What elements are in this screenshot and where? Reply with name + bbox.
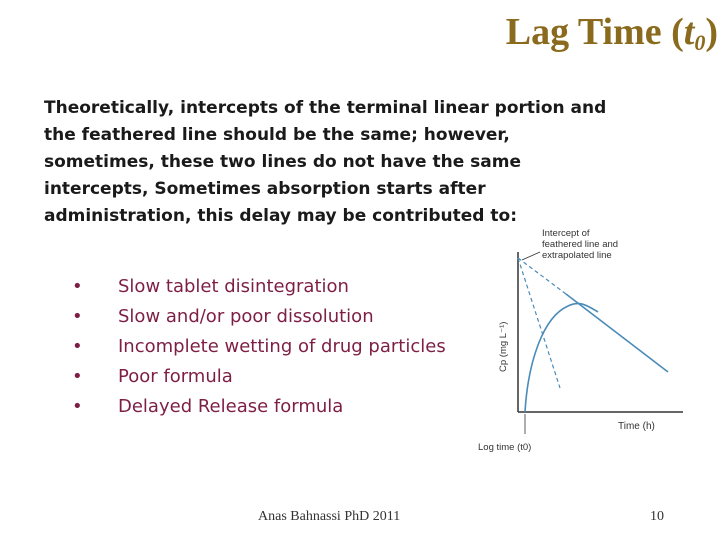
footer-author: Anas Bahnassi PhD 2011: [258, 509, 401, 524]
bullet-glyph: •: [72, 306, 83, 327]
title-subscript: 0: [694, 30, 706, 55]
bullet-item: [70, 272, 446, 302]
bullet-list: [70, 272, 446, 422]
feathered-line: [518, 258, 560, 388]
bullet-item: [70, 362, 446, 392]
x-axis-label: Time (h): [618, 421, 655, 432]
title-text: Lag Time (: [505, 11, 684, 53]
body-paragraph: Theoretically, intercepts of the terminal linear portion and the feathered line should be the same; however, sometimes, these two lines do not have the same intercepts, Sometimes absorption starts after administration, this delay may be contributed to:: [44, 98, 607, 226]
annotation-line: Intercept of: [542, 228, 590, 239]
bullet-glyph: •: [72, 276, 83, 297]
terminal-line: [566, 294, 668, 372]
bullet-item: [70, 332, 446, 362]
bullet-item: [70, 302, 446, 332]
lag-time-label: Log time (t0): [478, 442, 532, 453]
annotation-line: extrapolated line: [542, 250, 612, 261]
annotation-label: [542, 228, 621, 261]
lag-time-figure: [468, 222, 718, 467]
y-axis-label: Cp (mg L⁻¹): [498, 321, 509, 372]
slide-title: [506, 10, 718, 56]
annotation-line: feathered line and: [542, 239, 619, 250]
bullet-text: Poor formula: [118, 366, 233, 387]
concentration-curve: [525, 304, 598, 412]
title-close-paren: ): [705, 11, 718, 53]
extrapolated-line: [518, 258, 566, 294]
bullet-text: Incomplete wetting of drug particles: [118, 336, 446, 357]
bullet-glyph: •: [72, 396, 83, 417]
bullet-glyph: •: [72, 366, 83, 387]
bullet-text: Slow and/or poor dissolution: [118, 306, 374, 327]
page-number: 10: [650, 509, 664, 524]
bullet-text: Delayed Release formula: [118, 396, 344, 417]
bullet-item: [70, 392, 446, 422]
title-variable: t: [683, 11, 695, 53]
annotation-leader: [522, 252, 540, 260]
bullet-glyph: •: [72, 336, 83, 357]
bullet-text: Slow tablet disintegration: [118, 276, 349, 297]
